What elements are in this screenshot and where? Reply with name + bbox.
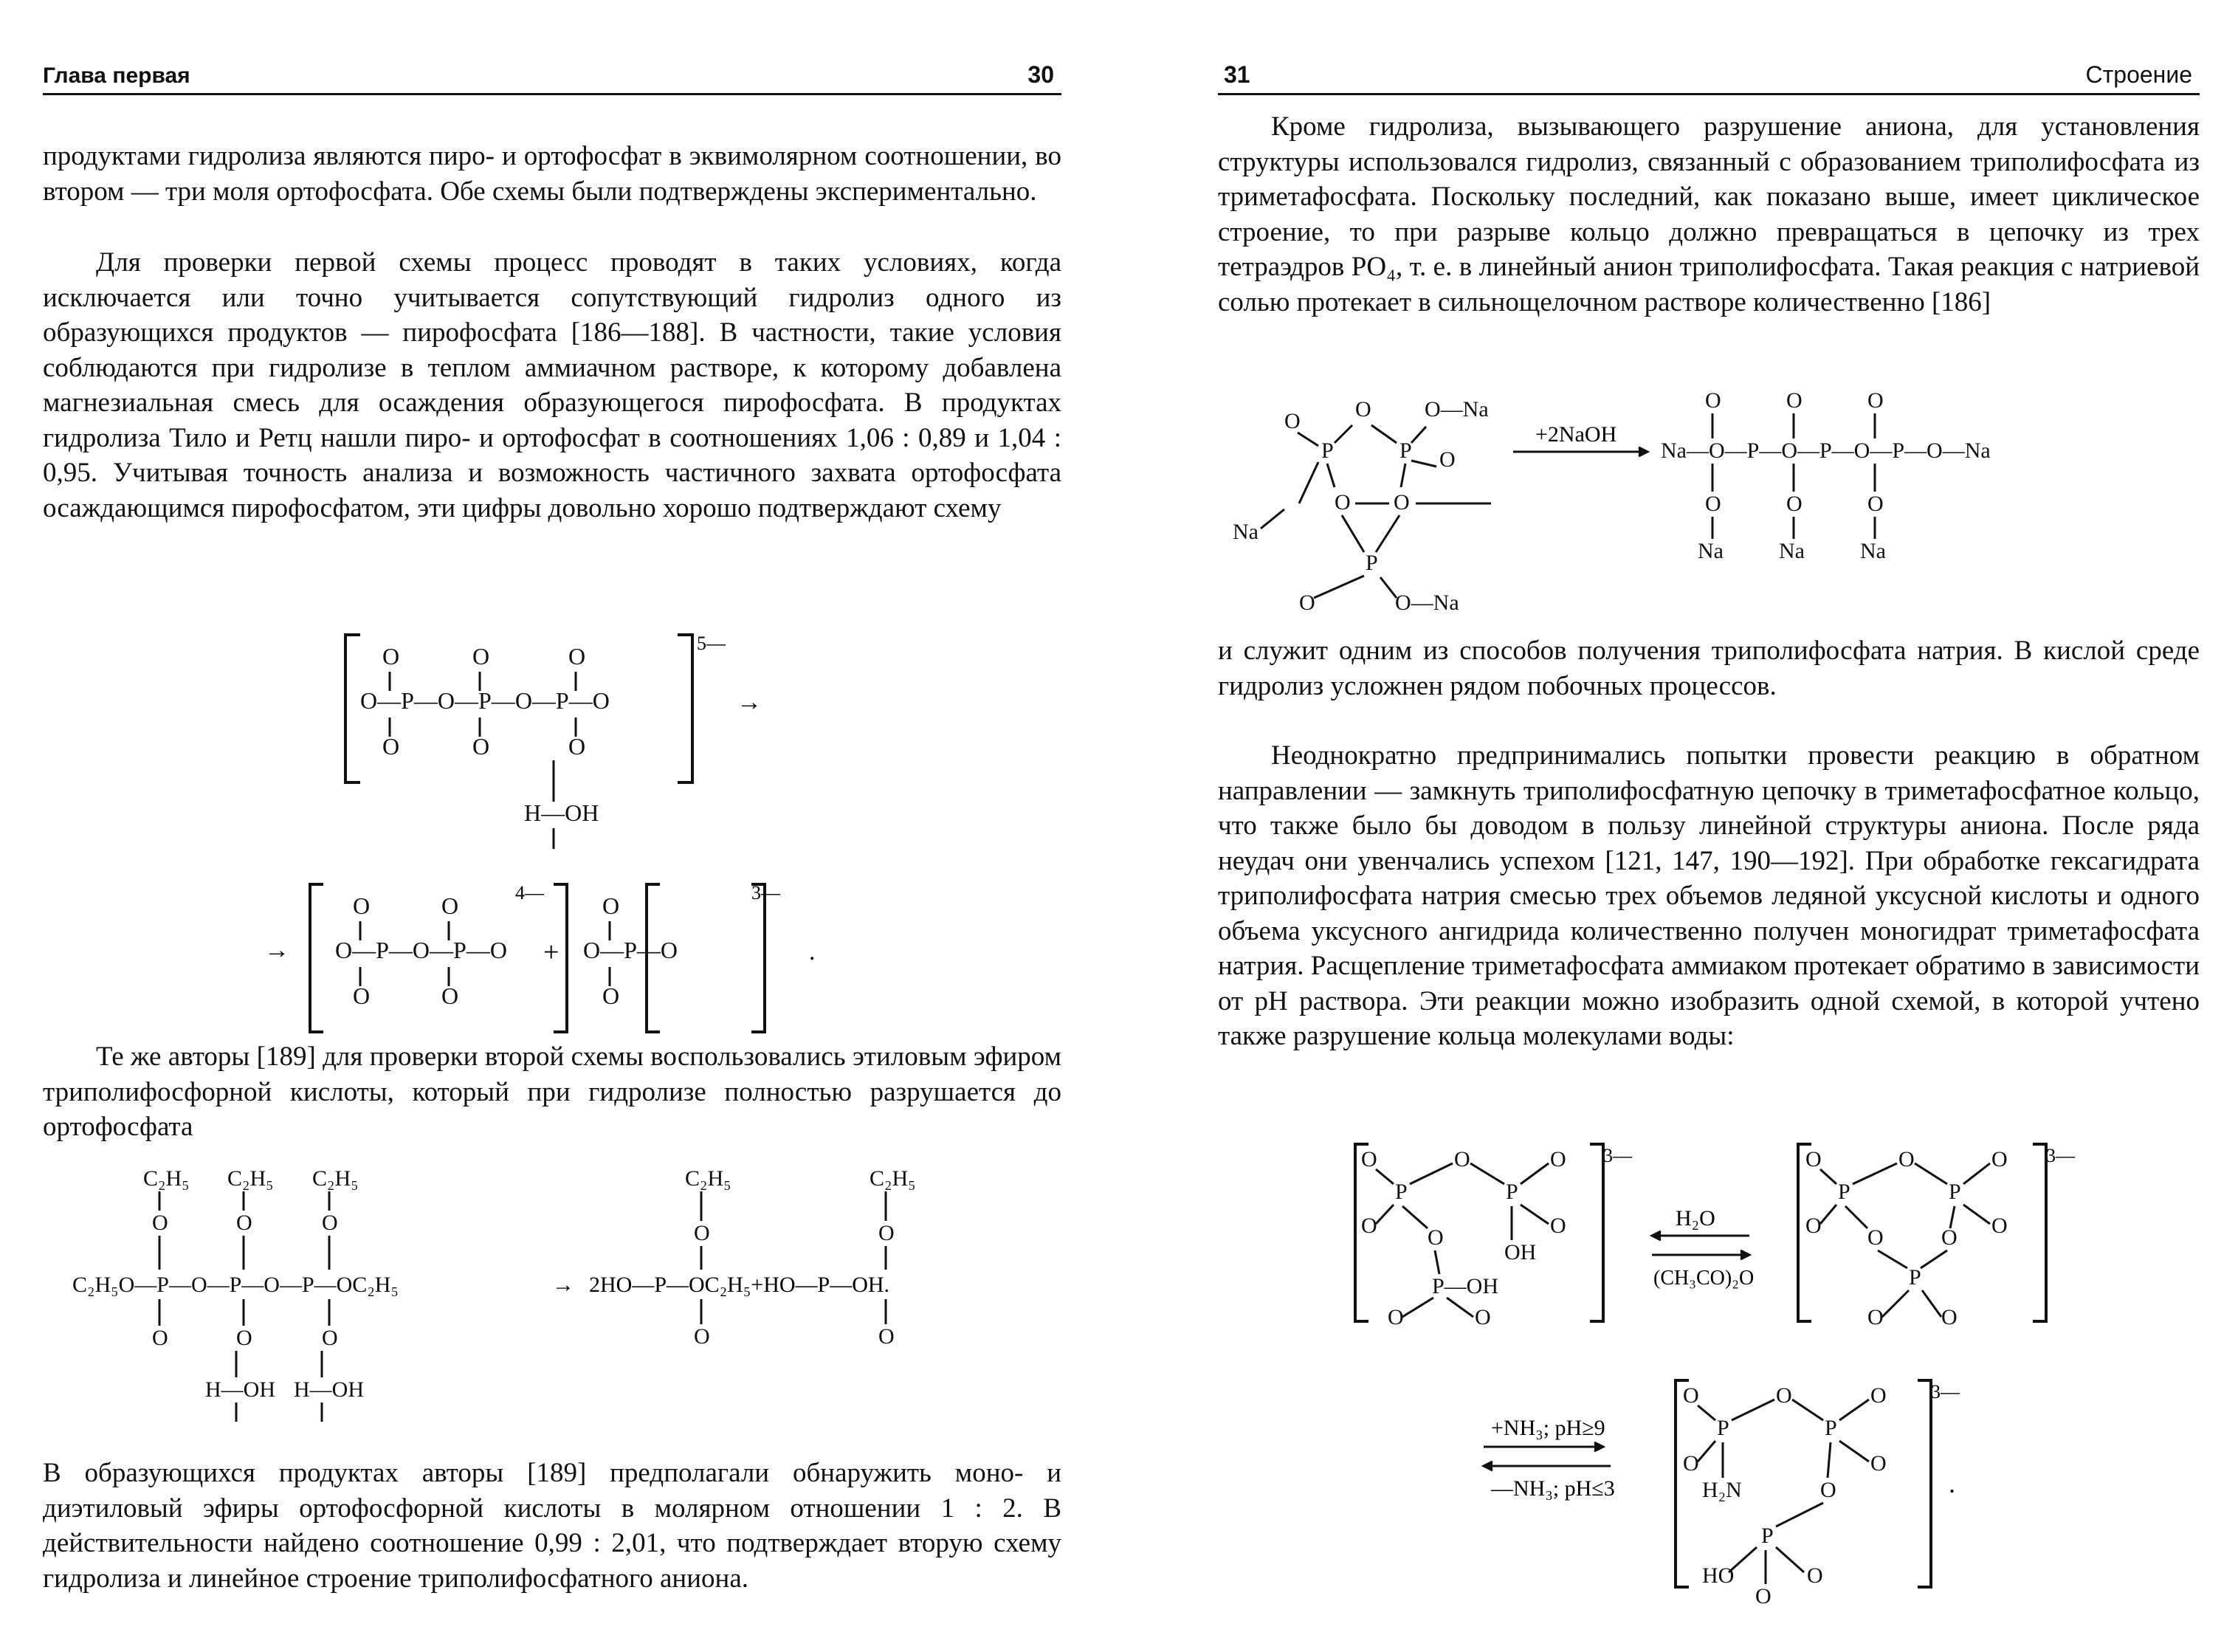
right-section-title: Строение xyxy=(2085,61,2192,88)
left-page-number: 30 xyxy=(1027,61,1054,88)
svg-text:O: O xyxy=(1394,490,1410,514)
svg-text:O: O xyxy=(878,1324,895,1349)
svg-text:O: O xyxy=(1805,1214,1822,1238)
svg-text:O: O xyxy=(322,1211,338,1235)
svg-text:Na: Na xyxy=(1860,539,1886,563)
charge-4: 4— xyxy=(515,882,544,904)
svg-text:O: O xyxy=(1284,409,1301,433)
right-para-3: Неоднократно предпринимались попытки провести реакцию в обратном направлении — замкнуть триполифосфатную цепочку в триметафосфатное кольцо, что также было бы доводом в пользу линейной структуры аниона. После ряда неудач они увенчались успехом [121, 147, 190—192]. При обработке гексагидрата триполифосфата натрия смесью трех объемов ледяной уксусной кислоты и одного объема уксусного ангидрида количественно получен моногидрат триметафосфата натрия. Расщепление триметафосфата аммиаком протекает обратимо в зависимости от pH раствора. Эти реакции можно изобразить одной схемой, в которой учтено также разрушение кольца молекулами воды: xyxy=(1218,740,2200,1051)
svg-text:O: O xyxy=(1335,490,1351,514)
svg-text:P: P xyxy=(1321,438,1334,463)
end-dot: . xyxy=(809,938,816,966)
svg-text:C₂H₅: C₂H₅ xyxy=(312,1166,359,1191)
svg-text:O: O xyxy=(1361,1147,1377,1171)
trimetaphosphate-naoh-formula xyxy=(1225,384,2200,620)
svg-text:O: O xyxy=(1786,388,1803,413)
svg-text:P: P xyxy=(1717,1416,1729,1440)
svg-text:O: O xyxy=(1870,1451,1887,1476)
svg-text:O: O xyxy=(1867,1225,1884,1250)
svg-text:O: O xyxy=(1807,1563,1823,1588)
nh3-remove-reagent: —NH₃; pH≤3 xyxy=(1491,1476,1615,1501)
svg-text:O: O xyxy=(1705,388,1721,413)
svg-text:O: O xyxy=(1755,1584,1772,1608)
svg-text:O: O xyxy=(1820,1478,1836,1502)
svg-text:O: O xyxy=(472,733,490,760)
right-para-2: и служит одним из способов получения триполифосфата натрия. В кислой среде гидролиз усложнен рядом побочных процессов. xyxy=(1218,636,2200,701)
svg-text:OH: OH xyxy=(1504,1240,1537,1264)
svg-text:O: O xyxy=(1867,492,1884,516)
ac2o-reagent: (CH₃CO)₂O xyxy=(1653,1267,1755,1290)
svg-text:O: O xyxy=(1439,447,1456,472)
amide-charge: 3— xyxy=(1931,1381,1960,1403)
svg-text:O: O xyxy=(441,982,459,1009)
svg-text:O: O xyxy=(568,643,586,670)
svg-text:O: O xyxy=(1428,1225,1444,1250)
svg-text:Na: Na xyxy=(1233,520,1259,544)
svg-text:O—Na: O—Na xyxy=(1425,397,1489,421)
svg-text:O: O xyxy=(472,643,490,670)
svg-text:O: O xyxy=(694,1324,710,1349)
svg-text:O: O xyxy=(1941,1225,1958,1250)
svg-text:O: O xyxy=(1786,492,1803,516)
svg-text:P: P xyxy=(1399,438,1412,463)
svg-text:O: O xyxy=(1355,397,1371,421)
right-page xyxy=(1218,0,2200,1652)
svg-text:O: O xyxy=(441,892,459,919)
svg-text:O: O xyxy=(1867,1305,1884,1329)
svg-text:O: O xyxy=(152,1326,168,1350)
svg-text:O: O xyxy=(1898,1147,1915,1171)
svg-text:O: O xyxy=(152,1211,168,1235)
left-chapter-title: Глава первая xyxy=(43,63,190,88)
svg-text:O: O xyxy=(1475,1305,1491,1329)
svg-text:O: O xyxy=(694,1221,710,1245)
svg-text:P: P xyxy=(1506,1180,1518,1204)
svg-text:O: O xyxy=(1361,1214,1377,1238)
svg-text:O: O xyxy=(382,733,400,760)
svg-text:O: O xyxy=(1550,1214,1566,1238)
svg-text:P: P xyxy=(1395,1180,1408,1204)
svg-text:O: O xyxy=(1991,1147,2008,1171)
svg-text:H—OH: H—OH xyxy=(294,1377,364,1402)
ethyl-ester-hydrolysis-formula xyxy=(72,1159,1032,1439)
svg-text:C₂H₅O—P—O—P—O—P—OC₂H₅: C₂H₅O—P—O—P—O—P—OC₂H₅ xyxy=(72,1273,399,1297)
svg-text:O: O xyxy=(1299,591,1315,615)
svg-text:O: O xyxy=(1454,1147,1470,1171)
svg-text:C₂H₅: C₂H₅ xyxy=(227,1166,274,1191)
charge-5: 5— xyxy=(697,633,726,654)
svg-text:P: P xyxy=(1825,1416,1837,1440)
svg-text:O: O xyxy=(1991,1214,2008,1238)
svg-text:O: O xyxy=(1941,1305,1958,1329)
ring-charge-right: 3— xyxy=(2046,1145,2075,1166)
left-running-head xyxy=(43,58,1061,95)
left-para-2: Для проверки первой схемы процесс проводят в таких условиях, когда исключается или точно учитывается сопутствующий гидролиз одного из образующихся продуктов — пирофосфата [186—188]. В частности, такие условия соблюдаются при гидролизе в теплом аммиачном растворе, к которому добавлена магнезиальная смесь для осаждения образующегося пирофосфата. В продуктах гидролиза Тило и Ретц нашли пиро- и ортофосфат в соотношениях 1,06 : 0,89 и 1,04 : 0,95. Учитывая точность анализа и возможность частичного захвата ортофосфата осаждающимся пирофосфатом, эти цифры довольно хорошо подтверждают схему xyxy=(43,247,1061,523)
svg-text:H—OH: H—OH xyxy=(524,799,599,826)
arrow-1: → xyxy=(737,689,762,716)
plus-sign: + xyxy=(543,937,560,968)
left-para-4: В образующихся продуктах авторы [189] предполагали обнаружить моно- и диэтиловый эфиры ортофосфорной кислоты в молярном отношении 1 : 2. В действительности найдено соотношение 0,99 : 2,01, что подтверждает вторую схему гидролиза и линейное строение триполифосфатного аниона. xyxy=(43,1458,1061,1594)
svg-text:C₂H₅: C₂H₅ xyxy=(870,1166,916,1191)
svg-text:O: O xyxy=(236,1326,252,1350)
svg-text:O—Na: O—Na xyxy=(1395,591,1459,615)
svg-text:P: P xyxy=(1761,1524,1774,1548)
svg-text:O: O xyxy=(568,733,586,760)
ring-charge-left: 3— xyxy=(1603,1145,1632,1166)
svg-text:H—OH: H—OH xyxy=(205,1377,275,1402)
charge-3: 3— xyxy=(751,882,780,904)
right-page-number: 31 xyxy=(1224,61,1250,88)
svg-text:O: O xyxy=(322,1326,338,1350)
svg-text:O: O xyxy=(236,1211,252,1235)
svg-text:Na: Na xyxy=(1698,539,1724,563)
ester-arrow: → xyxy=(552,1273,574,1297)
nh3-add-reagent: +NH₃; pH≥9 xyxy=(1491,1416,1605,1440)
svg-text:C₂H₅: C₂H₅ xyxy=(143,1166,190,1191)
svg-text:O: O xyxy=(353,892,371,919)
svg-text:P: P xyxy=(1949,1180,1961,1204)
right-para-1: Кроме гидролиза, вызывающего разрушение аниона, для установления структуры использовался гидролиз, связанный с образованием триполифосфата из триметафосфата. Поскольку последний, как показано выше, имеет циклическое строение, то при разрыве кольцо должно превращаться в цепочку из трех тетраэдров PO₄, т. е. в линейный анион триполифосфата. Такая реакция с натриевой солью протекает в сильнощелочном растворе количественно [186] xyxy=(1218,111,2200,317)
svg-text:O: O xyxy=(878,1221,895,1245)
svg-text:O: O xyxy=(1776,1383,1792,1408)
svg-text:P: P xyxy=(1909,1265,1921,1290)
trimetaphosphate-ammonia-scheme xyxy=(1351,1137,2192,1609)
left-para-3: Те же авторы [189] для проверки второй схемы воспользовались этиловым эфиром триполифосфорной кислоты, который при гидролизе полностью разрушается до ортофосфата xyxy=(43,1042,1061,1142)
h2o-reagent: H₂O xyxy=(1676,1206,1715,1231)
svg-text:Na—O—P—O—P—O—P—O—Na: Na—O—P—O—P—O—P—O—Na xyxy=(1661,438,1991,463)
arrow-2: → xyxy=(264,937,289,964)
svg-text:O—P—O—P—O—P—O: O—P—O—P—O—P—O xyxy=(360,687,610,714)
svg-text:P: P xyxy=(1838,1180,1850,1204)
svg-text:O: O xyxy=(382,643,400,670)
svg-text:P: P xyxy=(1366,551,1378,575)
right-running-head xyxy=(1218,58,2200,95)
svg-text:O: O xyxy=(1550,1147,1566,1171)
svg-text:O: O xyxy=(1805,1147,1822,1171)
ester-products: 2HO—P—OC₂H₅+HO—P—OH. xyxy=(589,1273,890,1297)
svg-text:HO: HO xyxy=(1702,1563,1735,1588)
svg-text:O: O xyxy=(1388,1305,1404,1329)
svg-text:C₂H₅: C₂H₅ xyxy=(685,1166,731,1191)
svg-text:O: O xyxy=(1683,1451,1699,1476)
svg-text:O—P—O—P—O: O—P—O—P—O xyxy=(335,937,507,963)
svg-text:O: O xyxy=(353,982,371,1009)
naoh-reagent: +2NaOH xyxy=(1535,422,1617,447)
svg-text:Na: Na xyxy=(1779,539,1805,563)
svg-text:O: O xyxy=(1870,1383,1887,1408)
svg-text:O: O xyxy=(1705,492,1721,516)
svg-text:O: O xyxy=(1867,388,1884,413)
svg-text:O: O xyxy=(602,892,620,919)
tripolyphosphate-hydrolysis-formula xyxy=(264,620,825,1033)
left-page xyxy=(43,0,1061,1652)
left-para-1: продуктами гидролиза являются пиро- и ортофосфат в эквимолярном соотношении, во втором — три моля ортофосфата. Обе схемы были подтверждены экспериментально. xyxy=(43,141,1061,207)
svg-text:H₂N: H₂N xyxy=(1702,1478,1742,1502)
scheme-end-dot: . xyxy=(1949,1469,1955,1498)
svg-text:O—P—O: O—P—O xyxy=(583,937,678,963)
svg-text:O: O xyxy=(1683,1383,1699,1408)
svg-text:O: O xyxy=(602,982,620,1009)
svg-text:P—OH: P—OH xyxy=(1432,1274,1499,1298)
